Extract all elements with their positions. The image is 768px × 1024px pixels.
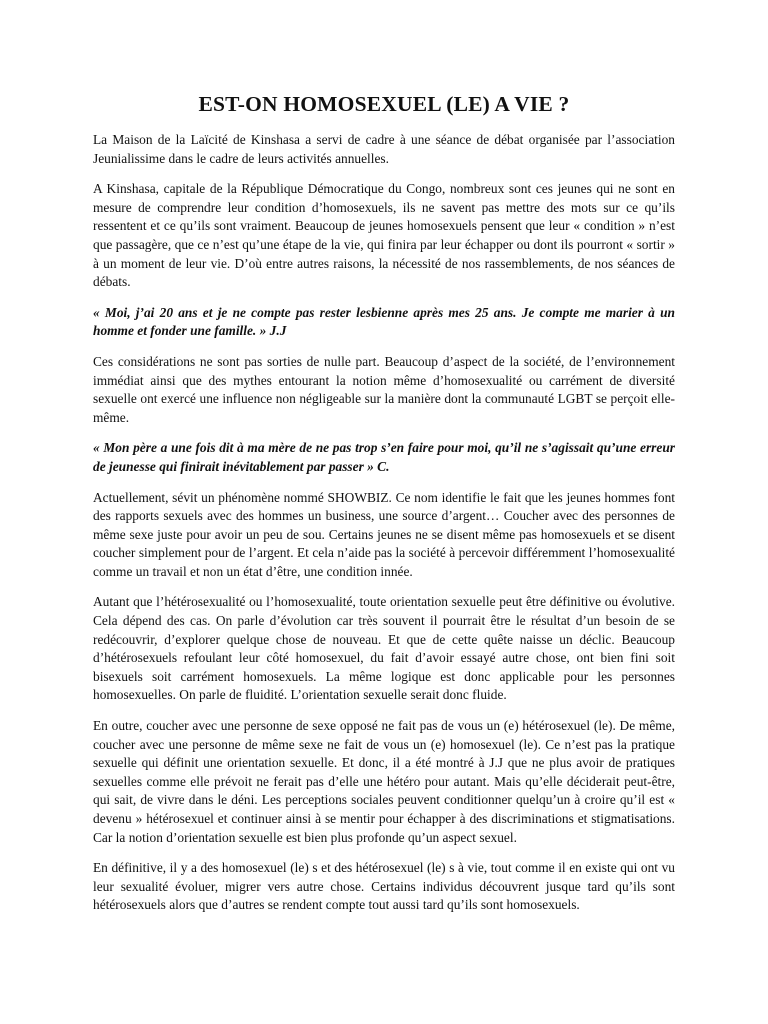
- document-title: EST-ON HOMOSEXUEL (LE) A VIE ?: [198, 92, 570, 116]
- conclusion-paragraph: En définitive, il y a des homosexuel (le) s et des hétérosexuel (le) s à vie, tout comme il en existe qui ont vu leur sexualité évoluer, migrer vers autre chose. Certains individus découvrent jusque tard qu’ils sont hétérosexuels alors que d’autres se rendent compte tout aussi tard qu’ils sont homosexuels.: [93, 860, 675, 913]
- kinshasa-paragraph: A Kinshasa, capitale de la République Démocratique du Congo, nombreux sont ces jeunes qui ne sont en mesure de comprendre leur condition d’homosexuels, ils ne savent pas mettre des mots sur ce qu’ils ressentent et ce qu’ils sont vraiment. Beaucoup de jeunes homosexuels pensent que leur « condition » n’est que passagère, que ce n’est qu’une étape de la vie, qui finira par leur échapper ou dont ils pourront « sortir » à un moment de leur vie. D’où entre autres raisons, la nécessité de nos rassemblements, de nos séances de débats.: [93, 181, 675, 290]
- quote-c: « Mon père a une fois dit à ma mère de ne pas trop s’en faire pour moi, qu’il ne s’agissait qu’une erreur de jeunesse qui finirait inévitablement par passer » C.: [93, 440, 675, 474]
- considerations-paragraph: Ces considérations ne sont pas sorties de nulle part. Beaucoup d’aspect de la société, de l’environnement immédiat ainsi que des mythes entourant la notion même d’homosexualité ou carrément de diversité sexuelle ont exercé une influence non négligeable sur la manière dont la communauté LGBT se perçoit elle-même.: [93, 353, 675, 425]
- showbiz-paragraph: Actuellement, sévit un phénomène nommé SHOWBIZ. Ce nom identifie le fait que les jeunes hommes font des rapports sexuels avec des hommes un business, une source d’argent… Coucher avec des personnes de même sexe juste pour avoir un peu de sou. Certains jeunes ne se disent même pas homosexuels et se disent coucher simplement pour de l’argent. Et cela n’aide pas la société à percevoir différemment l’homosexualité comme un travail et non un état d’être, une condition innée.: [93, 489, 675, 579]
- practice-paragraph: En outre, coucher avec une personne de sexe opposé ne fait pas de vous un (e) hétérosexuel (le). De même, coucher avec une personne de même sexe ne fait de vous un (e) homosexuel (le). Ce n’est pas la pratique sexuelle qui définit une orientation sexuelle. Et donc, il a été montré à J.J que ne plus avoir de pratiques sexuelles comme elle prévoit ne ferait pas d’elle une hétéro pour autant. Mais qu’elle déciderait peut-être, qui sait, de vivre dans le déni. Les perceptions sociales peuvent conditionner quelqu’un à croire qu’il est « devenu » hétérosexuel et continuer ainsi à se mentir pour échapper à des discriminations et stigmatisations. Car la notion d’orientation sexuelle est bien plus profonde qu’un aspect sexuel.: [93, 718, 675, 845]
- document-content: [93, 90, 675, 927]
- quote-jj: « Moi, j’ai 20 ans et je ne compte pas rester lesbienne après mes 25 ans. Je compte me marier à un homme et fonder une famille. » J.J: [93, 304, 675, 339]
- orientation-paragraph: Autant que l’hétérosexualité ou l’homosexualité, toute orientation sexuelle peut être définitive ou évolutive. Cela dépend des cas. On parle d’évolution car très souvent il pourrait être le résultat d’un besoin de se redécouvrir, d’explorer quelque chose de nouveau. Et que de cette quête naisse un déclic. Beaucoup d’hétérosexuels refoulant leur côté homosexuel, du fait d’avoir essayé autre chose, ont bien fini soit bisexuels soit carrément homosexuels. La même logique est donc applicable pour les personnes homosexuelles. On parle de fluidité. L’orientation sexuelle serait donc fluide.: [93, 594, 675, 703]
- intro-paragraph: La Maison de la Laïcité de Kinshasa a servi de cadre à une séance de débat organisée par l’association Jeunialissime dans le cadre de leurs activités annuelles.: [93, 132, 675, 166]
